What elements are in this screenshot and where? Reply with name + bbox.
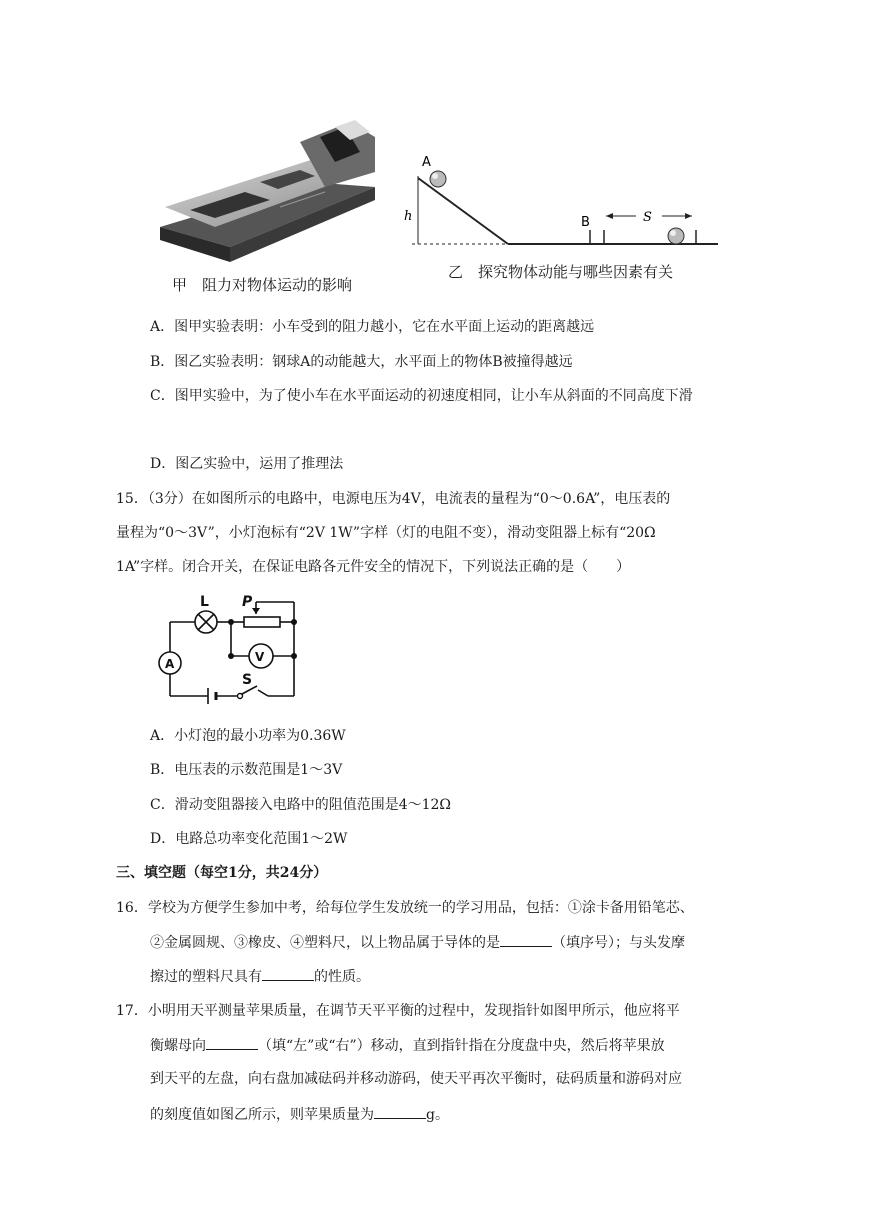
q15-option-b: B．电压表的示数范围是1～3V: [150, 762, 343, 778]
q15-stem-line3: 1A”字样。闭合开关，在保证电路各元件安全的情况下，下列说法正确的是（ ）: [116, 559, 631, 575]
q17-line4: 的刻度值如图乙所示，则苹果质量为 g。: [150, 1104, 449, 1125]
circuit-label-l: L: [200, 594, 209, 610]
q15-option-d: D．电路总功率变化范围1～2W: [150, 831, 348, 847]
q14-option-b: B．图乙实验表明：钢球A的动能越大，水平面上的物体B被撞得越远: [150, 354, 573, 370]
q17-line1: 17．小明用天平测量苹果质量，在调节天平平衡的过程中，发现指针如图甲所示，他应将平: [116, 1003, 680, 1019]
label-h: h: [404, 209, 413, 224]
label-b: B: [581, 215, 590, 230]
figure-yi-diagram: [400, 148, 730, 253]
q15-option-a: A．小灯泡的最小功率为0.36W: [150, 728, 346, 744]
q14-option-d: D．图乙实验中，运用了推理法: [150, 456, 344, 472]
section-title: 三、填空题（每空1分，共24分）: [116, 865, 328, 881]
q17-line3: 到天平的左盘，向右盘加减砝码并移动游码，使天平再次平衡时，砝码质量和游码对应: [150, 1071, 682, 1087]
circuit-label-v: V: [255, 650, 265, 664]
q14-option-a: A．图甲实验表明：小车受到的阻力越小，它在水平面上运动的距离越远: [150, 319, 595, 335]
figure-jia-caption: 甲 阻力对物体运动的影响: [172, 276, 353, 294]
q16-blank-1[interactable]: [500, 932, 552, 947]
q15-option-c: C．滑动变阻器接入电路中的阻值范围是4～12Ω: [150, 797, 452, 813]
circuit-label-p: P: [242, 594, 253, 610]
label-s: S: [643, 210, 652, 225]
figure-yi-caption: 乙 探究物体动能与哪些因素有关: [448, 263, 674, 281]
q15-circuit-diagram: [156, 592, 306, 704]
q15-stem-line2: 量程为“0～3V”，小灯泡标有“2V 1W”字样（灯的电阻不变），滑动变阻器上标有“20Ω: [116, 525, 656, 541]
q16-blank-2[interactable]: [262, 966, 314, 981]
circuit-label-s: S: [242, 672, 253, 688]
q16-line2: ②金属圆规、③橡皮、④塑料尺，以上物品属于导体的是 （填序号）；与头发摩: [150, 932, 685, 953]
q17-blank-1[interactable]: [206, 1035, 258, 1050]
q17-line2: 衡螺母向 （填“左”或“右”）移动，直到指针指在分度盘中央，然后将苹果放: [150, 1035, 665, 1056]
circuit-label-a: A: [165, 657, 175, 671]
figure-jia-image: [150, 112, 380, 272]
q17-blank-2[interactable]: [374, 1104, 426, 1119]
label-a: A: [422, 155, 431, 170]
q15-stem-line1: 15．（3分）在如图所示的电路中，电源电压为4V，电流表的量程为“0～0.6A”，电压表的: [116, 491, 671, 507]
q16-line1: 16．学校为方便学生参加中考，给每位学生发放统一的学习用品，包括：①涂卡备用铅笔芯、: [116, 900, 694, 916]
q14-option-c: C．图甲实验中，为了使小车在水平面运动的初速度相同，让小车从斜面的不同高度下滑: [150, 388, 693, 404]
q16-line3: 擦过的塑料尺具有 的性质。: [150, 966, 370, 987]
